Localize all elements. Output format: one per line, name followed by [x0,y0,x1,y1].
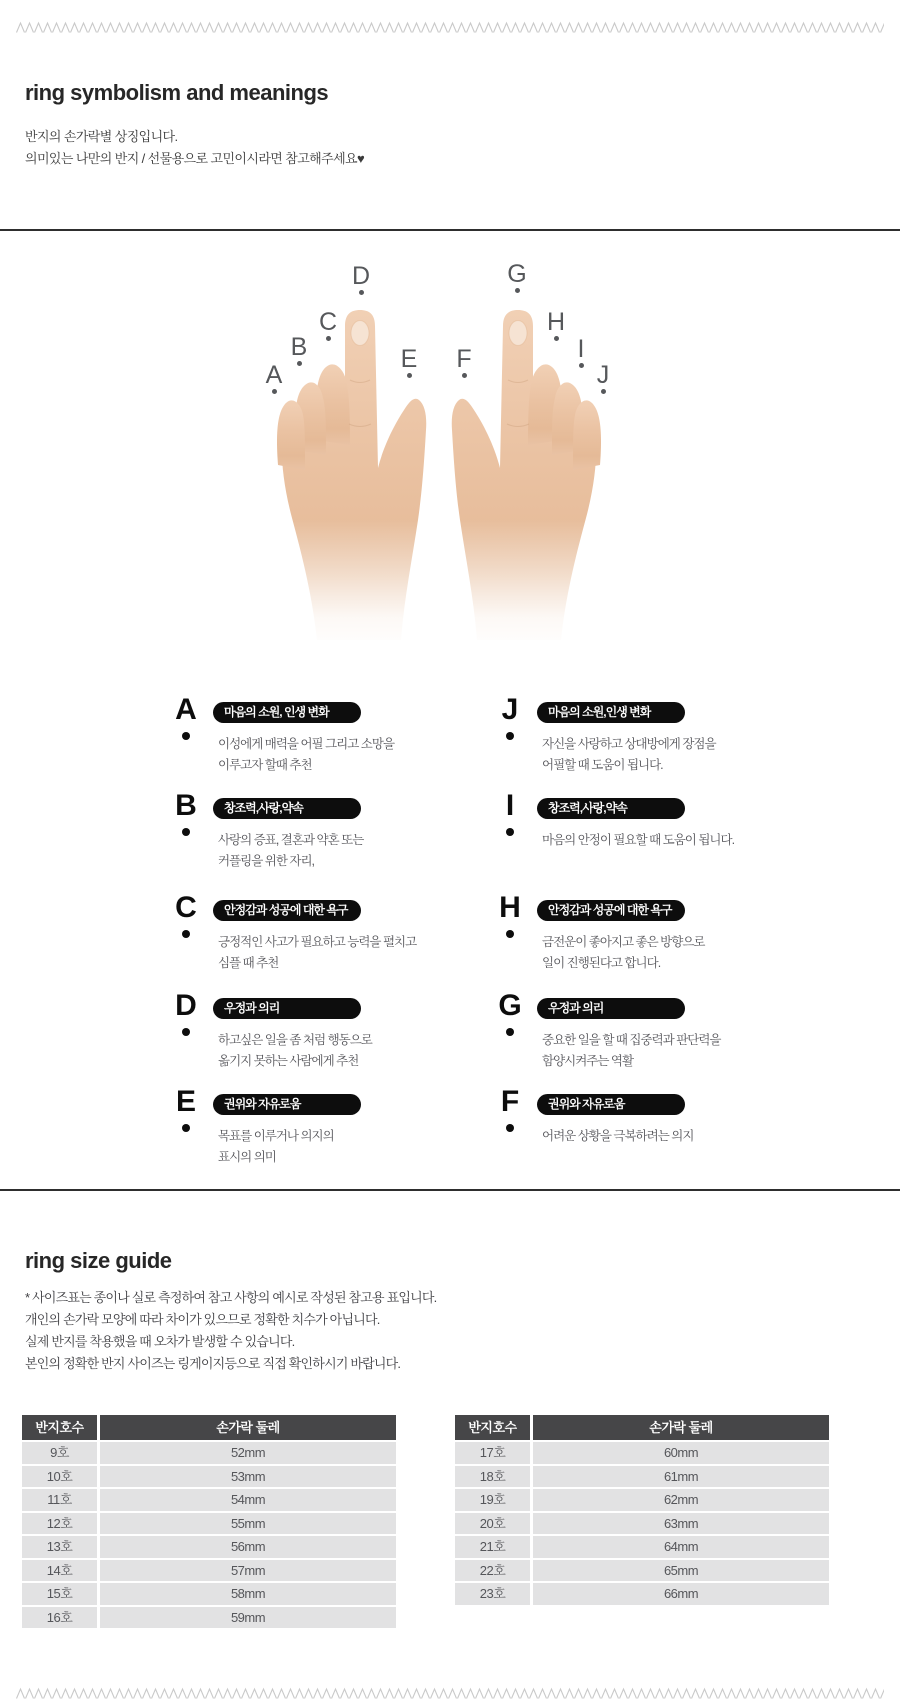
finger-dot-I [579,363,584,368]
table-row: 19호 62mm [455,1489,829,1511]
finger-dot-F [462,373,467,378]
note-line: 실제 반지를 착용했을 때 오차가 발생할 수 있습니다. [25,1334,295,1349]
finger-dot-J [601,389,606,394]
finger-dot-B [297,361,302,366]
tag-pill: 권위와 자유로움 [537,1094,685,1115]
table-header-row [455,1415,829,1440]
table-row: 17호 60mm [455,1442,829,1464]
table-row: 22호 65mm [455,1560,829,1582]
section-divider-middle [0,1189,900,1191]
symbol-item-I: I 창조력,사랑,약속 마음의 안정이 필요할 때 도움이 됩니다. [505,789,735,847]
bullet-dot [182,732,190,740]
table-row: 13호 56mm [22,1536,396,1558]
header-circumference: 손가락 둘레 [100,1415,396,1440]
table-row: 23호 66mm [455,1583,829,1605]
table-row: 15호 58mm [22,1583,396,1605]
finger-dot-H [554,336,559,341]
table-header-row [22,1415,396,1440]
header-ring-size: 반지호수 [455,1415,530,1440]
tag-pill: 안정감과 성공에 대한 욕구 [213,900,361,921]
symbol-item-G: G 우정과 의리 중요한 일을 할 때 집중력과 판단력을 함양시켜주는 역활 [498,989,721,1068]
bullet-dot [506,1028,514,1036]
size-guide-notes [25,1287,436,1375]
subtitle-line-1: 반지의 손가락별 상징입니다. [25,129,178,144]
symbol-item-C: C 안정감과 성공에 대한 욕구 긍정적인 사고가 필요하고 능력을 펼치고 심플 때 추천 [175,891,417,970]
bullet-dot [182,1028,190,1036]
bullet-dot [506,732,514,740]
symbol-item-F: F 권위와 자유로움 어려운 상황을 극복하려는 의지 [500,1085,694,1143]
table-row: 20호 63mm [455,1513,829,1535]
tag-pill: 권위와 자유로움 [213,1094,361,1115]
table-row: 21호 64mm [455,1536,829,1558]
tag-pill: 우정과 의리 [537,998,685,1019]
finger-label-B: B [284,335,314,366]
table-row: 11호 54mm [22,1489,396,1511]
symbolism-title: ring symbolism and meanings [25,80,329,105]
finger-dot-D [359,290,364,295]
tag-pill: 안정감과 성공에 대한 욕구 [537,900,685,921]
symbol-item-B: B 창조력,사랑,약속 사랑의 증표, 결혼과 약혼 또는 커플링을 위한 자리, [175,789,364,868]
finger-label-I: I [566,337,596,368]
finger-label-A: A [259,363,289,394]
table-row: 18호 61mm [455,1466,829,1488]
table-row: 16호 59mm [22,1607,396,1629]
bullet-dot [506,828,514,836]
bullet-dot [182,1124,190,1132]
tag-pill: 마음의 소원,인생 변화 [537,702,685,723]
header-circumference: 손가락 둘레 [533,1415,829,1440]
finger-label-D: D [346,264,376,295]
tag-pill: 창조력,사랑,약속 [213,798,361,819]
table-row: 10호 53mm [22,1466,396,1488]
symbol-item-J: J 마음의 소원,인생 변화 자신을 사랑하고 상대방에게 장점을 어필할 때 도움이 됩니다. [501,693,716,772]
symbol-item-A: A 마음의 소원, 인생 변화 이성에게 매력을 어필 그리고 소망을 이루고자 할때 추천 [175,693,395,772]
finger-dot-C [326,336,331,341]
size-guide-title: ring size guide [25,1248,172,1273]
finger-dot-G [515,288,520,293]
note-line: 개인의 손가락 모양에 따라 차이가 있으므로 정확한 치수가 아닙니다. [25,1312,380,1327]
bullet-dot [182,930,190,938]
note-line: * 사이즈표는 종이나 실로 측정하여 참고 사항의 예시로 작성된 참고용 표입니다. [25,1290,437,1305]
size-table-right [455,1415,829,1607]
size-table-left [22,1415,396,1630]
header-ring-size: 반지호수 [22,1415,97,1440]
bullet-dot [506,930,514,938]
table-row: 9호 52mm [22,1442,396,1464]
table-row: 12호 55mm [22,1513,396,1535]
zigzag-border-bottom [16,1687,884,1700]
note-line: 본인의 정확한 반지 사이즈는 링게이지등으로 직접 확인하시기 바랍니다. [25,1356,401,1371]
finger-label-E: E [394,347,424,378]
symbol-item-H: H 안정감과 성공에 대한 욕구 금전운이 좋아지고 좋은 방향으로 일이 진행된다고 합니다. [499,891,705,970]
finger-label-G: G [502,262,532,293]
subtitle-line-2: 의미있는 나만의 반지 / 선물용으로 고민이시라면 참고해주세요♥ [25,151,365,166]
finger-label-J: J [588,363,618,394]
symbol-item-D: D 우정과 의리 하고싶은 일을 좀 처럼 행동으로 옮기지 못하는 사람에게 추천 [175,989,372,1068]
finger-dot-E [407,373,412,378]
finger-label-C: C [313,310,343,341]
tag-pill: 마음의 소원, 인생 변화 [213,702,361,723]
tag-pill: 우정과 의리 [213,998,361,1019]
finger-label-F: F [449,347,479,378]
tag-pill: 창조력,사랑,약속 [537,798,685,819]
finger-dot-A [272,389,277,394]
bullet-dot [182,828,190,836]
symbolism-subtitle [25,126,364,170]
bullet-dot [506,1124,514,1132]
table-row: 14호 57mm [22,1560,396,1582]
zigzag-border-top [16,21,884,34]
symbol-item-E: E 권위와 자유로움 목표를 이루거나 의지의 표시의 의미 [164,1094,504,1184]
finger-label-H: H [541,310,571,341]
hands-illustration [0,230,900,650]
